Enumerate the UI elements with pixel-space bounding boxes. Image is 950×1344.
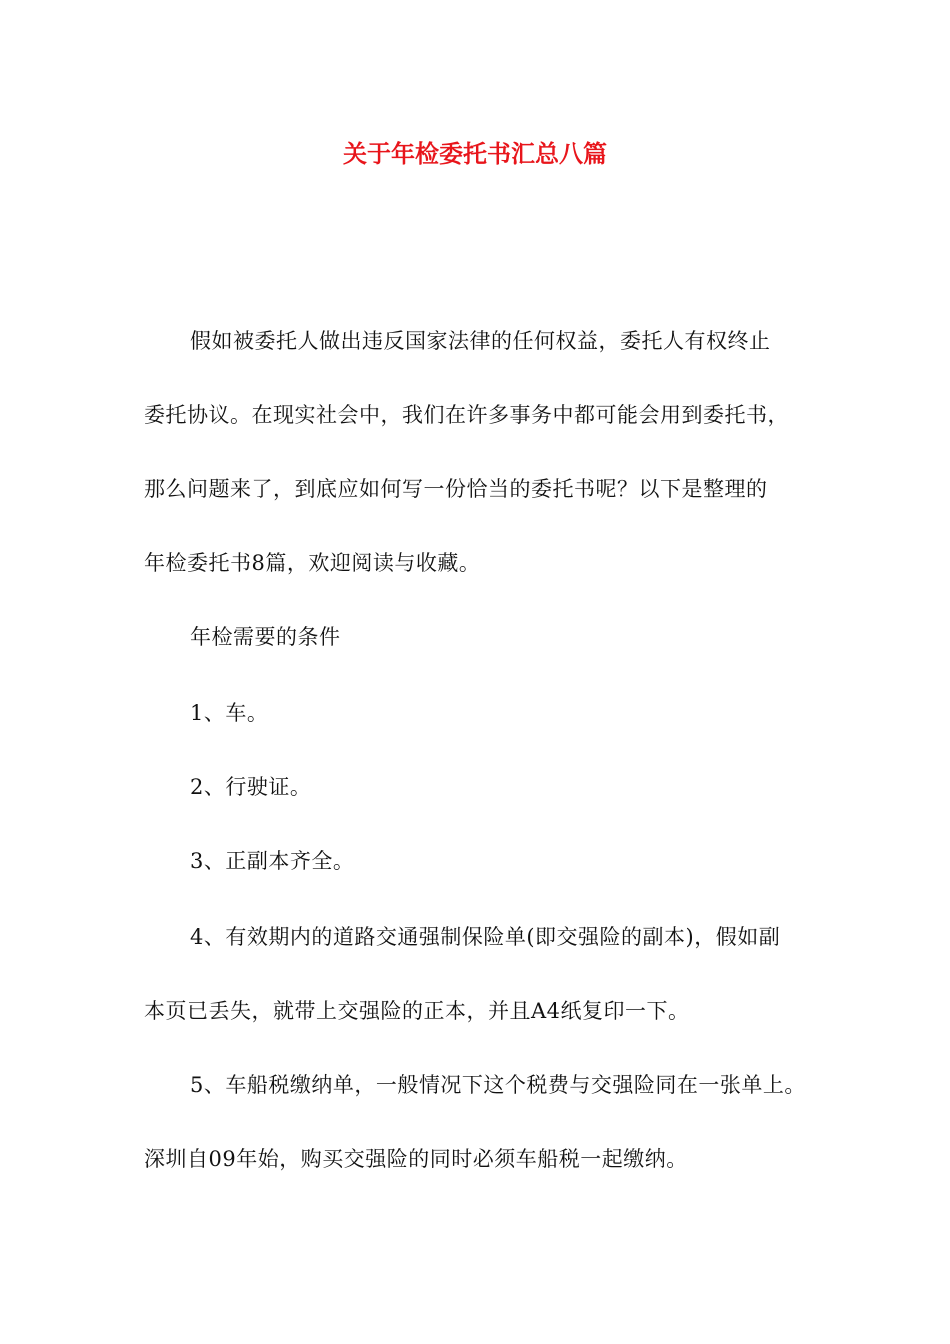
section-heading: 年检需要的条件	[190, 625, 341, 649]
paragraph-line: 委托协议。在现实社会中，我们在许多事务中都可能会用到委托书，	[144, 403, 789, 427]
paragraph-line: 年检委托书8篇，欢迎阅读与收藏。	[144, 551, 481, 575]
list-item: 3、正副本齐全。	[190, 849, 355, 873]
paragraph-line: 本页已丢失，就带上交强险的正本，并且A4纸复印一下。	[144, 999, 690, 1023]
paragraph-line: 深圳自09年始，购买交强险的同时必须车船税一起缴纳。	[144, 1147, 688, 1171]
list-item: 4、有效期内的道路交通强制保险单(即交强险的副本)，假如副	[190, 925, 781, 949]
paragraph-line: 那么问题来了，到底应如何写一份恰当的委托书呢？以下是整理的	[144, 477, 768, 501]
list-item: 1、车。	[190, 701, 269, 725]
list-item: 5、车船税缴纳单，一般情况下这个税费与交强险同在一张单上。	[190, 1073, 806, 1097]
document-title: 关于年检委托书汇总八篇	[343, 139, 607, 168]
paragraph-line: 假如被委托人做出违反国家法律的任何权益，委托人有权终止	[190, 329, 771, 353]
list-item: 2、行驶证。	[190, 775, 312, 799]
